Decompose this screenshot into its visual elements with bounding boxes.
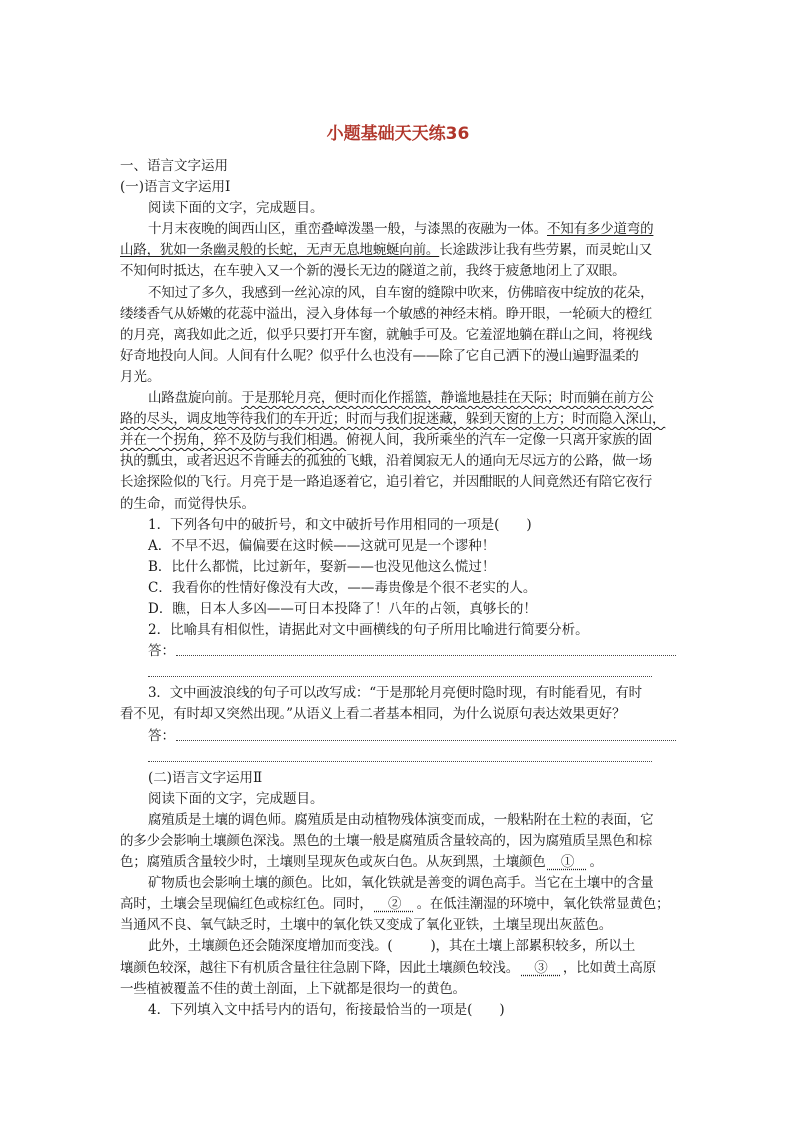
passage2-p1-line3: [120, 852, 676, 873]
text-run: 长途跋涉让我有些劳累，而灵蛇山又: [439, 242, 653, 259]
question2-answer-line[interactable]: [120, 641, 676, 662]
passage2-p2-line2: [120, 894, 676, 915]
text-run: )，其在土壤上部累积较多，所以土: [430, 938, 636, 955]
text-run: 山路盘旋向前。: [148, 390, 242, 407]
question2-stem: 2．比喻具有相似性，请据此对文中画横线的句子所用比喻进行简要分析。: [148, 622, 589, 639]
answer-dotted-line: [148, 676, 652, 677]
passage1-p2-line4: 好奇地投向人间。人间有什么呢？似乎什么也没有——除了它自己洒下的漫山遍野温柔的: [120, 347, 639, 364]
answer-dotted-line: [176, 740, 676, 741]
text-run: 十月末夜晚的闽西山区，重峦叠嶂泼墨一般，与漆黑的夜融为一体。: [148, 221, 547, 238]
answer-dotted-line: [176, 655, 676, 656]
page-title: 小题基础天天练36: [326, 124, 470, 144]
passage2-p1-line2: 的多少会影响土壤颜色深浅。黑色的土壤一般是腐殖质含量较高的，因为腐殖质呈黑色和棕: [120, 833, 652, 849]
instruction-1: 阅读下面的文字，完成题目。: [148, 200, 324, 217]
section-heading: 一、语言文字运用: [120, 158, 228, 174]
text-run: ，比如黄土高原: [562, 959, 657, 976]
text-run: 。: [589, 854, 603, 871]
question3-answer-line[interactable]: [120, 726, 676, 747]
question2-answer-line-2[interactable]: [120, 662, 676, 683]
part-heading-1: (一)语言文字运用Ⅰ: [120, 179, 231, 196]
question1-option-b: B．比什么都慌，比过新年，娶新——也没见他这么慌过！: [148, 558, 496, 575]
blank-2[interactable]: ②: [374, 896, 415, 913]
passage2-p1-line1: 腐殖质是土壤的调色师。腐殖质是由动植物残体演变而成，一般粘附在土粒的表面，它: [148, 811, 654, 828]
passage1-p3-line6: 的生命，而觉得快乐。: [120, 495, 255, 512]
text-run: 此外，土壤颜色还会随深度增加而变浅。(: [148, 938, 393, 955]
text-run: 高时，土壤会呈现偏红色或棕红色。同时，: [120, 896, 373, 913]
passage1-p3-line5: 长途探险似的飞行。月亮于是一路追逐着它，追引着它，并因酣眠的人间竟然还有陪它夜行: [120, 474, 652, 491]
underlined-sentence: 不知有多少道弯的: [547, 221, 654, 238]
question1-option-c: C．我看你的性情好像没有大改，——毒贵像是个很不老实的人。: [148, 579, 537, 596]
text-run: 色；腐殖质含量较少时，土壤则呈现灰色或灰白色。从灰到黑，土壤颜色: [120, 854, 546, 871]
blank-1[interactable]: ①: [547, 854, 588, 871]
answer-dotted-line: [148, 761, 652, 762]
wavy-sentence-cont: 路的尽头，调皮地等待我们的车开近；时而与我们捉迷藏，躲到天窗的上方；时而隐入深山，: [120, 411, 666, 428]
document-content: [120, 120, 676, 1021]
passage1-p3-line2: [120, 409, 676, 430]
question3-stem-line2: 看不见，有时却又突然出现。”从语义上看二者基本相同，为什么说原句表达效果更好？: [120, 706, 626, 723]
question1-option-a: A．不早不迟，偏偏要在这时候——这就可见是一个谬种！: [148, 537, 496, 554]
passage2-p3-line3: 一些植被覆盖不佳的黄土剖面，上下就都是很均一的黄色。: [120, 980, 466, 997]
blank-3[interactable]: ③: [521, 959, 561, 976]
text-run: 壤颜色较深，越往下有机质含量往往急剧下降，因此土壤颜色较浅。: [120, 959, 519, 976]
passage1-p3-line1: [120, 388, 676, 409]
question1-stem: 1．下列各句中的破折号，和文中破折号作用相同的一项是( ): [148, 516, 532, 533]
underlined-sentence-cont: 山路，犹如一条幽灵般的长蛇，无声无息地蜿蜒向前。: [120, 242, 440, 259]
passage1-p2-line3: 的月亮，离我如此之近，似乎只要打开车窗，就触手可及。它羞涩地躺在群山之间，将视线: [120, 326, 652, 343]
passage1-p2-line1: 不知过了多久，我感到一丝沁凉的风，自车窗的缝隙中吹来，仿佛暗夜中绽放的花朵，: [148, 284, 654, 301]
passage2-p2-line1: 矿物质也会影响土壤的颜色。比如，氧化铁就是善变的调色高手。当它在土壤中的含量: [148, 875, 654, 892]
question3-answer-line-2[interactable]: [120, 747, 676, 768]
passage1-p1-line1: [120, 219, 676, 240]
passage2-p3-line2: [120, 958, 676, 979]
answer-label: 答：: [148, 643, 175, 660]
passage1-p3-line4: 执的瓢虫，或者迟迟不肯睡去的孤独的飞蛾，沿着阒寂无人的通向无尽远方的公路，做一场: [120, 453, 652, 470]
passage1-p2-line5: 月光。: [120, 368, 161, 385]
passage2-p3-line1: [120, 936, 676, 957]
text-run: 。在低洼潮湿的环境中，氧化铁常显黄色；: [416, 896, 670, 913]
question4-stem: 4．下列填入文中括号内的语句，衔接最恰当的一项是( ): [148, 1001, 505, 1018]
passage1-p2-line2: 缕缕香气从娇嫩的花蕊中溢出，浸入身体每一个敏感的神经末梢。睁开眼，一轮硕大的橙红: [120, 305, 652, 322]
wavy-sentence-end: 并在一个拐角，猝不及防与我们相遇。: [120, 432, 347, 449]
instruction-2: 阅读下面的文字，完成题目。: [148, 790, 324, 807]
passage1-p1-line2: [120, 240, 676, 261]
passage1-p3-line3: [120, 430, 676, 451]
text-run: 俯视人间，我所乘坐的汽车一定像一只离开家族的固: [346, 432, 653, 449]
passage1-p1-line3: 不知何时抵达，在车驶入又一个新的漫长无边的隧道之前，我终于疲惫地闭上了双眼。: [120, 263, 626, 280]
question3-stem-line1: 3．文中画波浪线的句子可以改写成：“于是那轮月亮便时隐时现，有时能看见，有时: [148, 685, 642, 702]
wavy-sentence: 于是那轮月亮，便时而化作摇篮，静谧地悬挂在天际；时而躺在前方公: [241, 390, 654, 407]
passage2-p2-line3: 当通风不良、氧气缺乏时，土壤中的氧化铁又变成了氧化亚铁，土壤呈现出灰蓝色。: [120, 917, 613, 934]
answer-label: 答：: [148, 727, 175, 744]
question1-option-d: D．瞧，日本人多凶——可日本投降了！八年的占领，真够长的！: [148, 600, 537, 617]
part-heading-2: (二)语言文字运用Ⅱ: [148, 769, 263, 786]
